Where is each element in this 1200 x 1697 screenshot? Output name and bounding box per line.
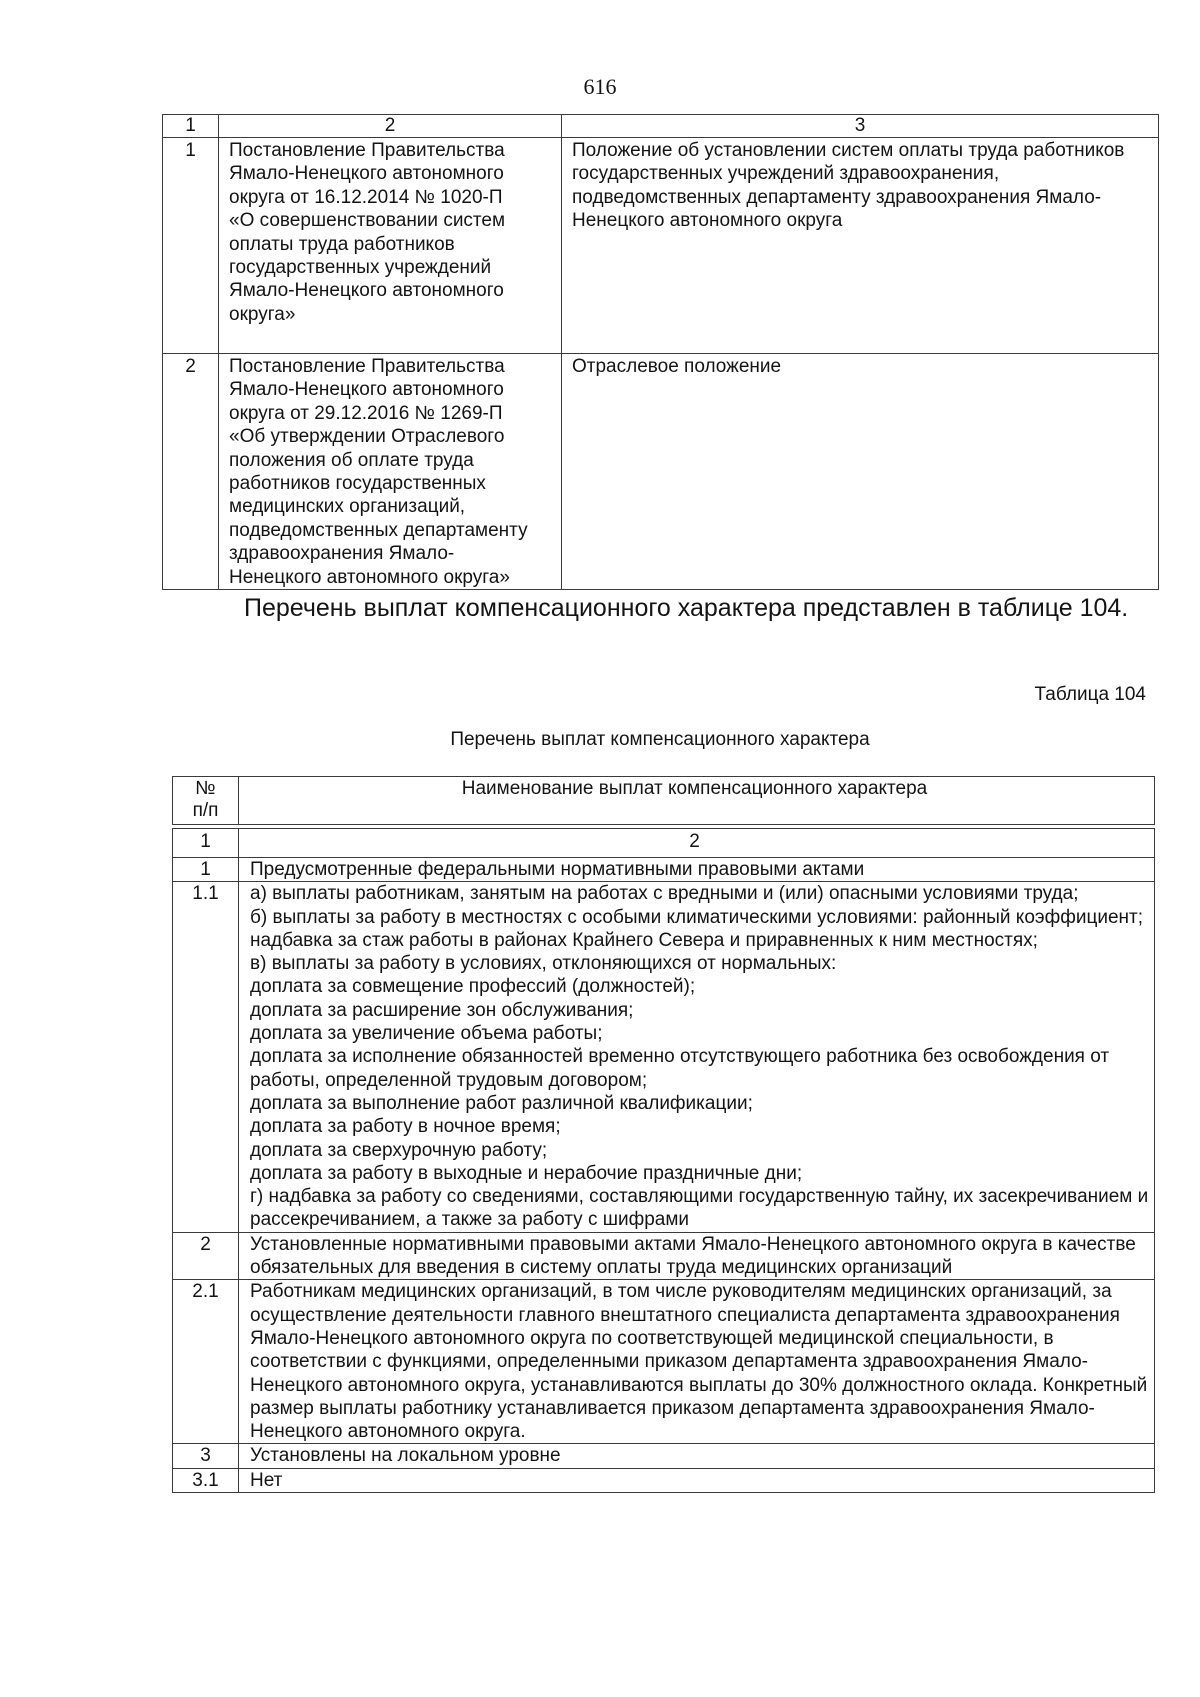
legal-acts-table <box>162 114 1159 590</box>
row-text-cell: Установленные нормативными правовыми актами Ямало-Ненецкого автономного округа в качестве обязательных для введения в систему оплаты труда медицинских организаций <box>239 1232 1155 1280</box>
row-number-cell: 3.1 <box>173 1468 239 1492</box>
table-row <box>173 1280 1155 1444</box>
row-text: а) выплаты работникам, занятым на работах с вредными и (или) опасными условиями труда; б) выплаты за работу в местностях с особыми климатическими условиями: районный коэффициент; надбавка за стаж работы в районах Крайнего Севера и приравненных к ним местностях; в) выплаты за работу в условиях, отклоняющихся от нормальных: доплата за совмещение профессий (должностей); доплата за расширение зон обслуживания; доплата за увеличение объема работы; доплата за исполнение обязанностей временно отсутствующего работника без освобождения от работы, определенной трудовым договором; доплата за выполнение работ различной квалификации; доплата за работу в ночное время; доплата за сверхурочную работу; доплата за работу в выходные и нерабочие праздничные дни; г) надбавка за работу со сведениями, составляющими государственную тайну, их засекречиванием и рассекречиванием, а также за работу с шифрами <box>250 883 1149 1231</box>
table-column-numbers-row <box>163 115 1159 138</box>
description-cell: Положение об установлении систем оплаты труда работников государственных учреждений здравоохранения, подведомственных департаменту здравоохранения Ямало-Ненецкого автономного округа <box>562 138 1159 354</box>
row-text-cell <box>239 882 1155 1232</box>
document-text: Постановление Правительства Ямало-Ненецкого автономного округа от 16.12.2014 № 1020-П «О совершенствовании систем оплаты труда работников государственных учреждений Ямало-Ненецкого автономного округа» <box>229 140 506 325</box>
column-number-cell: 1 <box>163 115 219 138</box>
row-number-cell: 3 <box>173 1444 239 1468</box>
table-row <box>163 138 1159 354</box>
compensation-table-header <box>172 776 1155 825</box>
table-caption-title: Перечень выплат компенсационного характера <box>450 729 870 750</box>
table-row <box>173 882 1155 1232</box>
compensation-table <box>172 828 1155 1493</box>
table-row <box>173 1444 1155 1468</box>
row-text-cell: Установлены на локальном уровне <box>239 1444 1155 1468</box>
column-number-cell: 3 <box>562 115 1159 138</box>
header-number-text: № п/п <box>192 778 219 821</box>
row-text-cell: Предусмотренные федеральными нормативными правовыми актами <box>239 858 1155 882</box>
table-row <box>173 1468 1155 1492</box>
column-number-cell: 2 <box>219 115 562 138</box>
column-number-cell: 2 <box>239 829 1155 858</box>
page-number: 616 <box>583 74 617 99</box>
table-caption-number: Таблица 104 <box>1034 684 1146 705</box>
document-cell <box>219 354 562 590</box>
table-row <box>173 1232 1155 1280</box>
row-number-cell: 2.1 <box>173 1280 239 1444</box>
row-number-cell: 1 <box>163 138 219 354</box>
table-row <box>163 354 1159 590</box>
description-cell: Отраслевое положение <box>562 354 1159 590</box>
header-number-cell <box>173 777 239 825</box>
document-text: Постановление Правительства Ямало-Ненецкого автономного округа от 29.12.2016 № 1269-П «Об утверждении Отраслевого положения об оплате труда работников государственных медицинских организаций, подведомственных департаменту здравоохранения Ямало- Ненецкого автономного округа» <box>229 356 528 588</box>
table-header-row <box>173 777 1155 825</box>
table-column-numbers-row <box>173 829 1155 858</box>
row-number-cell: 2 <box>163 354 219 590</box>
row-number-cell: 2 <box>173 1232 239 1280</box>
row-text-cell: Работникам медицинских организаций, в том числе руководителям медицинских организаций, за осуществление деятельности главного внештатного специалиста департамента здравоохранения Ямало-Ненецкого автономного округа по соответствующей медицинской специальности, в соответствии с функциями, определенными приказом департамента здравоохранения Ямало-Ненецкого автономного округа, устанавливаются выплаты до 30% должностного оклада. Конкретный размер выплаты работнику устанавливается приказом департамента здравоохранения Ямало-Ненецкого автономного округа. <box>239 1280 1155 1444</box>
header-name-cell: Наименование выплат компенсационного характера <box>239 777 1155 825</box>
row-number-cell: 1.1 <box>173 882 239 1232</box>
column-number-cell: 1 <box>173 829 239 858</box>
row-text-cell: Нет <box>239 1468 1155 1492</box>
body-paragraph: Перечень выплат компенсационного характера представлен в таблице 104. <box>244 594 1129 622</box>
row-number-cell: 1 <box>173 858 239 882</box>
document-cell <box>219 138 562 354</box>
table-row <box>173 858 1155 882</box>
